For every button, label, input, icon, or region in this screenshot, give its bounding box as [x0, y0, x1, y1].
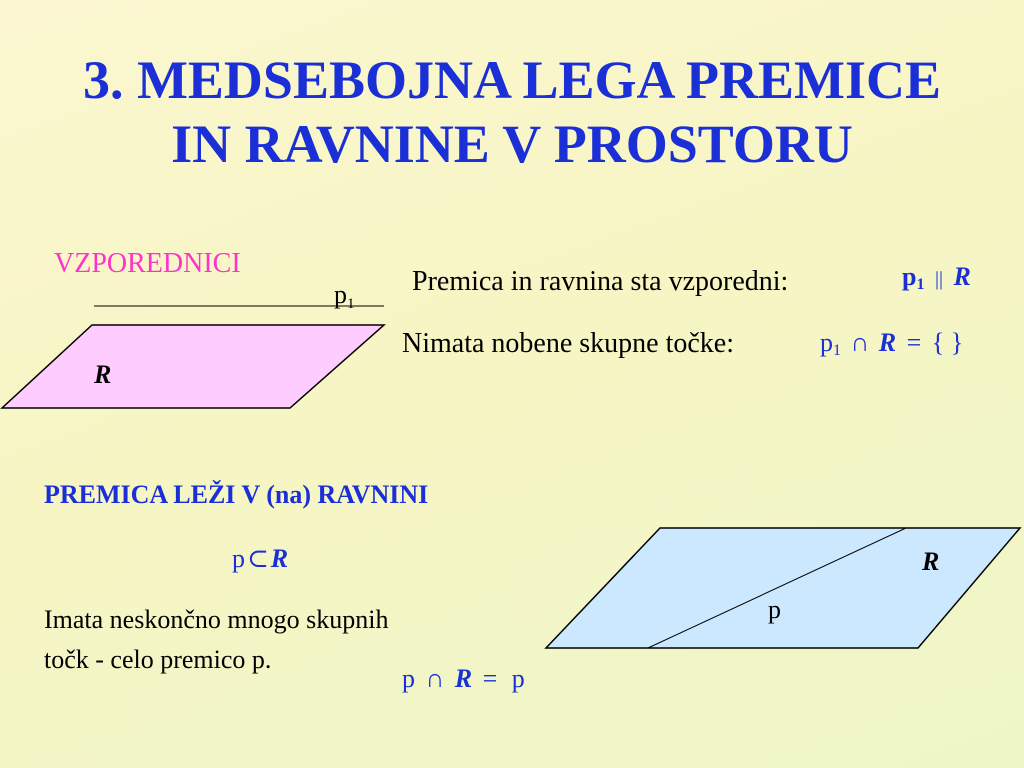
parallel-notation: p1 || R — [902, 262, 971, 293]
parallel-diagram — [0, 270, 400, 420]
lies-in-plane — [546, 528, 1020, 648]
lies-in-text-1: Imata neskončno mnogo skupnih — [44, 605, 389, 634]
parallel-plane — [2, 325, 384, 408]
parallel-statement-2: Nimata nobene skupne točke: — [402, 328, 735, 359]
lies-in-heading: PREMICA LEŽI V (na) RAVNINI — [44, 480, 429, 509]
title-line-2: IN RAVNINE V PROSTORU — [171, 114, 853, 174]
slide-title — [0, 48, 1024, 176]
no-intersection-notation: p1 ∩ R = { } — [820, 328, 964, 359]
lies-in-line-label: p — [768, 595, 781, 624]
title-line-1: 3. MEDSEBOJNA LEGA PREMICE — [82, 50, 942, 110]
lies-in-plane-label: R — [922, 547, 940, 576]
parallel-line-label: p1 — [334, 280, 355, 312]
lies-in-text-2: točk - celo premico p. — [44, 645, 272, 674]
intersection-notation: p ∩ R = p — [402, 664, 525, 693]
parallel-plane-label: R — [94, 360, 112, 389]
parallel-statement-1: Premica in ravnina sta vzporedni: — [412, 266, 789, 297]
parallel-heading: VZPOREDNICI — [54, 248, 241, 279]
subset-notation: p⊂R — [232, 544, 289, 573]
lies-in-description — [44, 600, 388, 680]
lies-in-diagram — [540, 520, 1024, 660]
